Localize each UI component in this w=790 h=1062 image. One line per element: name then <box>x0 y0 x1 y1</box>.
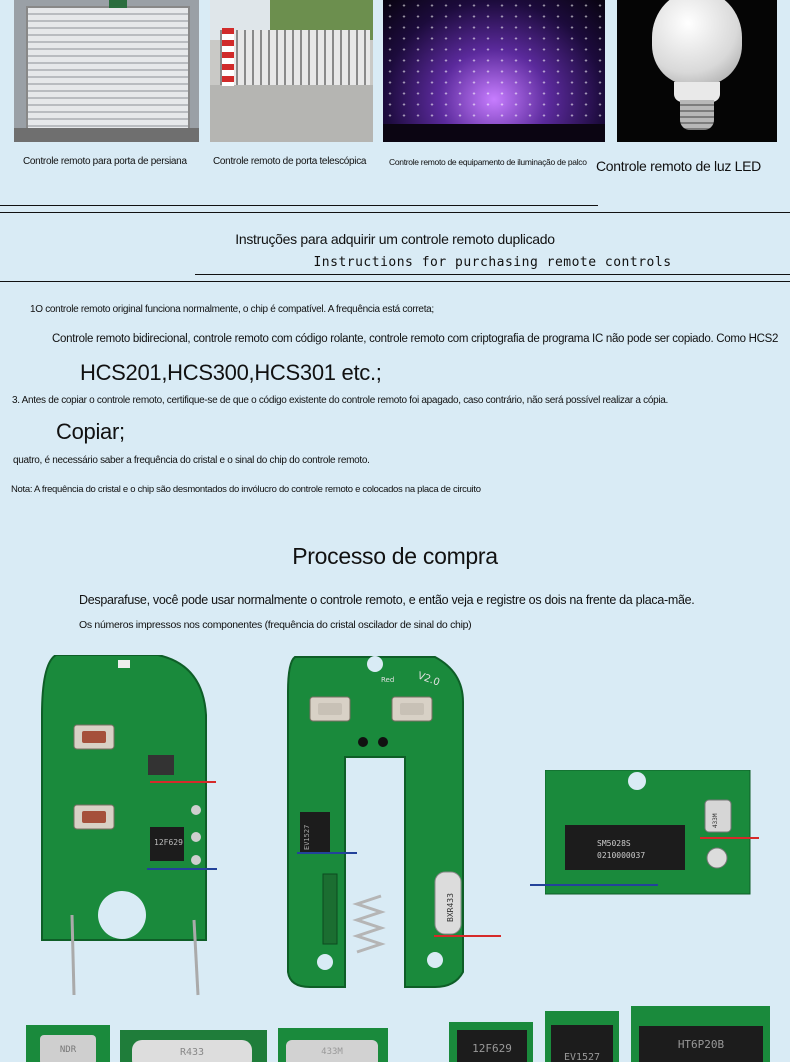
instructions-heading: Instruções para adquirir um controle remoto duplicado <box>235 231 555 247</box>
part-label: R433 <box>132 1040 252 1062</box>
chip-models: HCS201,HCS300,HCS301 etc.; <box>80 360 382 385</box>
copy-label: Copiar; <box>56 419 125 444</box>
instruction-item-4: quatro, é necessário saber a frequência do cristal e o sinal do chip do controle remoto. <box>13 455 370 466</box>
purchase-title: Processo de compra <box>292 543 498 569</box>
part-label: 12F629 <box>457 1030 527 1062</box>
instruction-item-2: Controle remoto bidirecional, controle remoto com código rolante, controle remoto com criptografia de programa IC não pode ser copiado. Como HCS2 <box>52 333 779 345</box>
caption-led: Controle remoto de luz LED <box>596 158 761 174</box>
part-chip-photo <box>631 1006 770 1062</box>
remote-board-3 <box>545 770 751 896</box>
purchase-line-1: Desparafuse, você pode usar normalmente o controle remoto, e então veja e registre os dois na frente da placa-mãe. <box>79 593 695 607</box>
instructions-heading-en: Instructions for purchasing remote controls <box>313 255 672 270</box>
crystal-marker <box>150 781 216 783</box>
svg-text:BXR433: BXR433 <box>446 893 455 922</box>
part-label: EV1527 <box>551 1025 613 1062</box>
divider <box>0 281 790 282</box>
caption-shutter: Controle remoto para porta de persiana <box>23 156 187 167</box>
instruction-item-1: 1O controle remoto original funciona normalmente, o chip é compatível. A frequência está correta; <box>30 304 434 315</box>
divider <box>0 212 790 213</box>
board1-chip-text: 12F629 <box>154 838 183 847</box>
part-label: 433M <box>286 1040 378 1062</box>
caption-stage: Controle remoto de equipamento de iluminação de palco <box>389 157 587 167</box>
crystal-marker <box>700 837 759 839</box>
part-crystal-photo <box>120 1030 267 1062</box>
svg-text:SM5028S: SM5028S <box>597 839 631 848</box>
svg-text:V2.0: V2.0 <box>415 670 442 689</box>
part-chip-photo <box>545 1011 619 1062</box>
svg-text:433M: 433M <box>712 813 719 828</box>
telescopic-gate-photo <box>210 0 373 142</box>
part-label: NDR <box>40 1035 96 1062</box>
svg-text:EV1527: EV1527 <box>303 824 311 850</box>
crystal-marker <box>434 935 501 937</box>
svg-text:0210000037: 0210000037 <box>597 851 646 860</box>
chip-marker <box>530 884 658 886</box>
led-bulb-photo <box>617 0 777 142</box>
stage-lighting-photo <box>383 0 605 142</box>
caption-gate: Controle remoto de porta telescópica <box>213 156 367 167</box>
remote-board-2 <box>285 652 465 1000</box>
remote-board-1 <box>38 655 210 1000</box>
svg-text:Red: Red <box>381 676 395 684</box>
roller-shutter-photo <box>14 0 199 142</box>
instruction-item-3: 3. Antes de copiar o controle remoto, certifique-se de que o código existente do controle remoto foi apagado, caso contrário, não será possível realizar a cópia. <box>12 395 669 406</box>
divider <box>0 205 598 206</box>
chip-marker <box>147 868 217 870</box>
part-label: HT6P20B <box>639 1026 763 1062</box>
divider <box>195 274 790 275</box>
part-crystal-photo <box>278 1028 388 1062</box>
part-chip-photo <box>449 1022 533 1062</box>
note-text: Nota: A frequência do cristal e o chip são desmontados do invólucro do controle remoto e colocados na placa de circuito <box>11 484 481 495</box>
chip-marker <box>297 852 357 854</box>
part-crystal-photo <box>26 1025 110 1062</box>
purchase-line-2: Os números impressos nos componentes (frequência do cristal oscilador de sinal do chip) <box>79 619 472 631</box>
